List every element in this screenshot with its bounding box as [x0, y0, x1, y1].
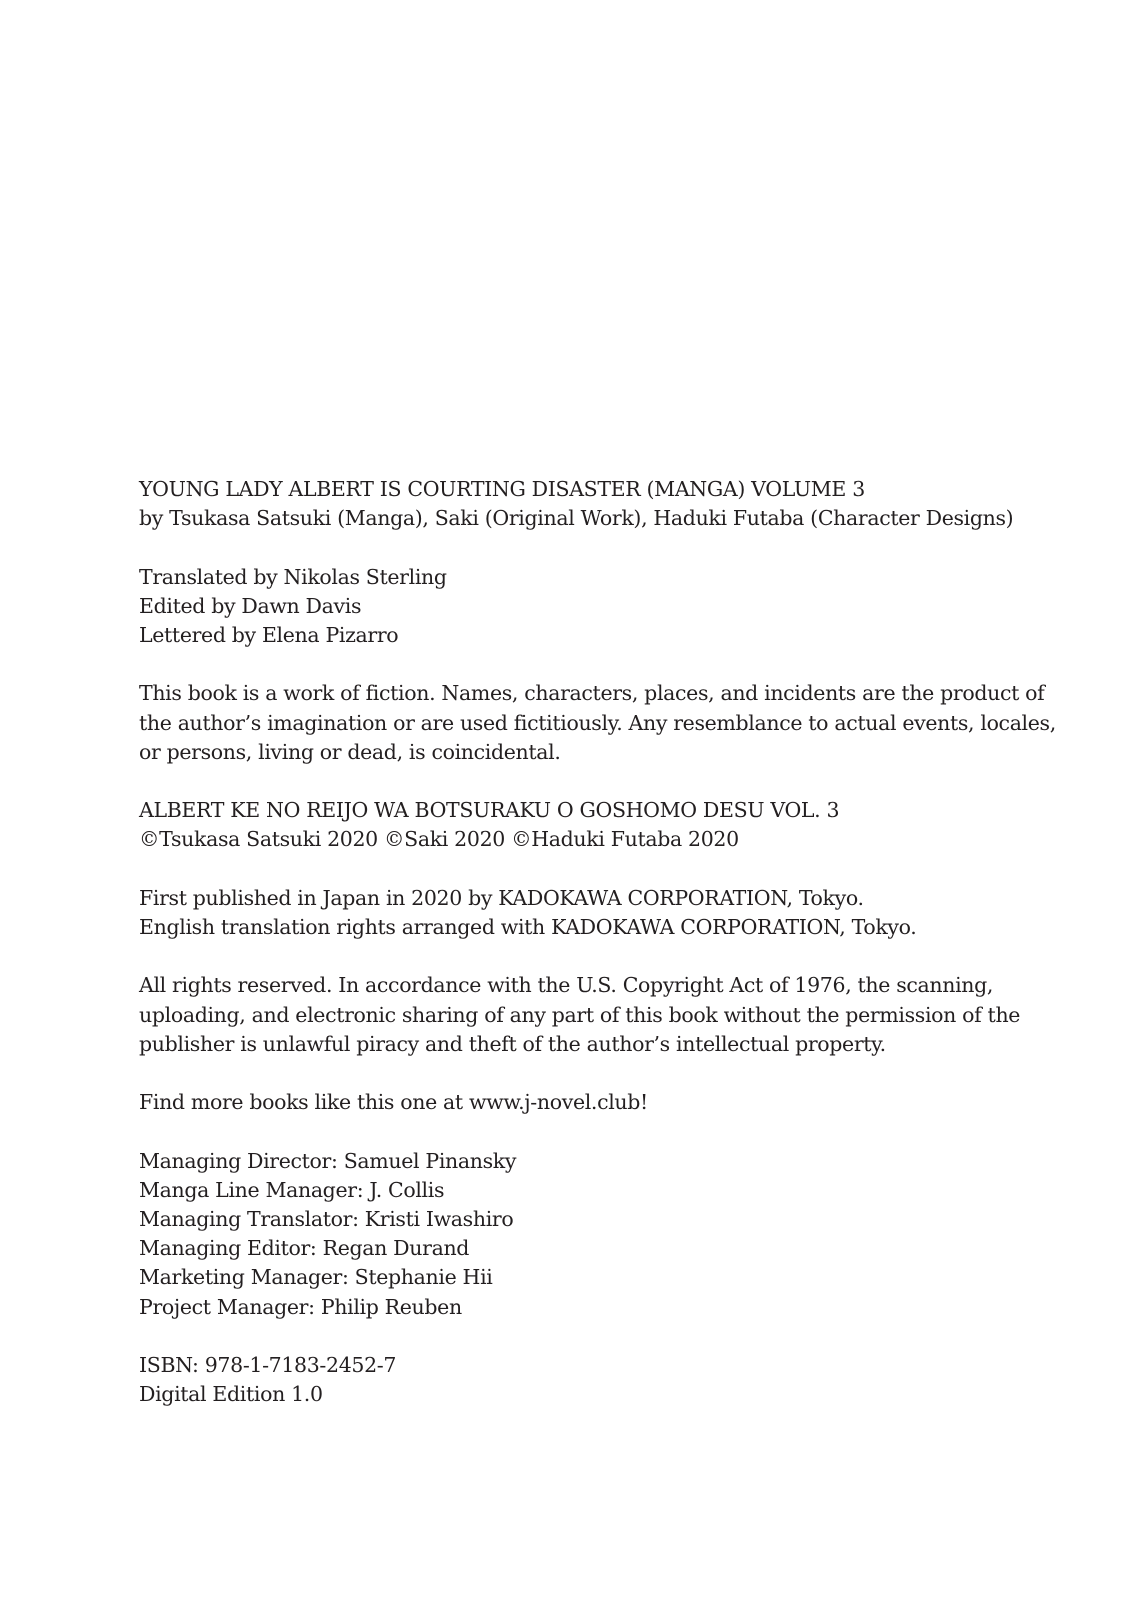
translation-rights-line: English translation rights arranged with KADOKAWA CORPORATION, Tokyo.	[139, 914, 917, 939]
rights-line: All rights reserved. In accordance with the U.S. Copyright Act of 1976, the scanning,	[139, 973, 994, 998]
rights-line: publisher is unlawful piracy and theft of the author’s intellectual property.	[139, 1031, 886, 1056]
title-paragraph	[139, 475, 1039, 533]
credits-paragraph	[139, 563, 1039, 651]
copyright-notice: ©Tsukasa Satsuki 2020 ©Saki 2020 ©Haduki Futaba 2020	[139, 827, 739, 852]
author-byline: by Tsukasa Satsuki (Manga), Saki (Original Work), Haduki Futaba (Character Designs)	[139, 506, 1014, 531]
rights-paragraph	[139, 971, 1039, 1059]
staff-line: Marketing Manager: Stephanie Hii	[139, 1265, 493, 1290]
promo-paragraph	[139, 1088, 1039, 1117]
original-work-paragraph	[139, 796, 1039, 854]
rights-line: uploading, and electronic sharing of any part of this book without the permission of the	[139, 1002, 1021, 1027]
edition-paragraph	[139, 1351, 1039, 1409]
copyright-text-block	[139, 475, 1056, 1409]
publication-paragraph	[139, 884, 1039, 942]
disclaimer-line: or persons, living or dead, is coincidental.	[139, 739, 561, 764]
book-title: YOUNG LADY ALBERT IS COURTING DISASTER (MANGA) VOLUME 3	[139, 477, 865, 501]
isbn: ISBN: 978-1-7183-2452-7	[139, 1352, 397, 1377]
staff-line: Project Manager: Philip Reuben	[139, 1294, 462, 1319]
editor-credit: Edited by Dawn Davis	[139, 593, 362, 618]
disclaimer-line: the author’s imagination or are used fictitiously. Any resemblance to actual events, locales,	[139, 710, 1056, 735]
promo-line: Find more books like this one at www.j-novel.club!	[139, 1090, 648, 1115]
original-title: ALBERT KE NO REIJO WA BOTSURAKU O GOSHOMO DESU VOL. 3	[139, 798, 840, 823]
staff-line: Manga Line Manager: J. Collis	[139, 1177, 445, 1202]
staff-line: Managing Director: Samuel Pinansky	[139, 1148, 517, 1173]
translator-credit: Translated by Nikolas Sterling	[139, 564, 447, 589]
staff-line: Managing Translator: Kristi Iwashiro	[139, 1206, 514, 1231]
staff-paragraph	[139, 1147, 1039, 1322]
letterer-credit: Lettered by Elena Pizarro	[139, 623, 399, 647]
disclaimer-line: This book is a work of fiction. Names, characters, places, and incidents are the product of	[139, 681, 1045, 706]
digital-edition: Digital Edition 1.0	[139, 1382, 323, 1407]
fiction-disclaimer	[139, 679, 1056, 767]
staff-line: Managing Editor: Regan Durand	[139, 1236, 470, 1261]
first-published-line: First published in Japan in 2020 by KADOKAWA CORPORATION, Tokyo.	[139, 885, 864, 910]
